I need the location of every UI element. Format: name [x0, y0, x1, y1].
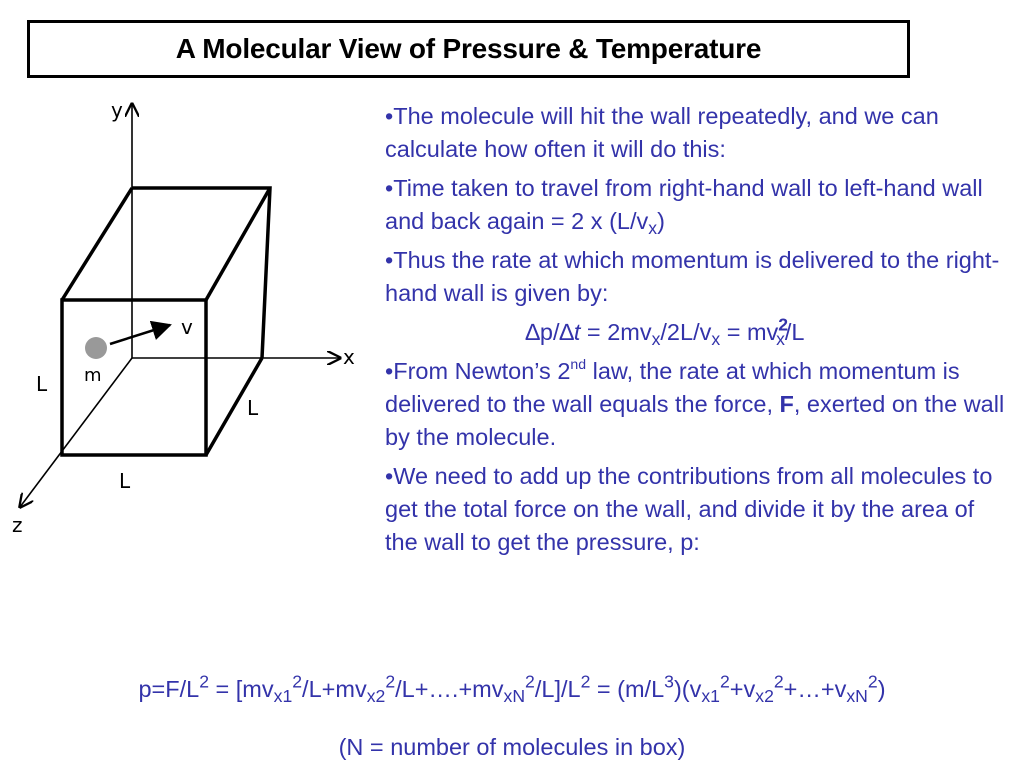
bullet-4: •From Newton’s 2nd law, the rate at which momentum is delivered to the wall equals the force, F, exerted on the wall by the molecule. [385, 356, 1005, 450]
box-diagram [0, 0, 380, 560]
momentum-rate-equation: $\Delta p/\Delta t = 2mv_x/2L/v_x = mv^2_x/L$ [525, 314, 805, 349]
velocity-label: v [181, 315, 193, 339]
axis-z-label: z [12, 513, 23, 537]
box-edge-top-right [206, 188, 270, 300]
pressure-equation: $p=F/L^2$ = $[mv_{x1}^2/L+mv_{x2}^2/L+\dots.+mv_{xN}^2/L]/L^2$ = $(m/L^3)(v_{x1}^2+v_{x2}^2+\dots+v_{xN}^2)$ [138, 671, 886, 706]
box-back-edges [132, 188, 270, 358]
bullet-5: •We need to add up the contributions from all molecules to get the total force on the wall, and divide it by the area of the wall to get the pressure, p: [385, 463, 993, 555]
box-edge-top-left [62, 188, 132, 300]
bullet-list [385, 100, 1005, 565]
edge-label-right: L [247, 396, 259, 420]
axis-y-label: y [111, 98, 123, 122]
mass-label: m [84, 365, 102, 386]
bullet-3: •Thus the rate at which momentum is delivered to the right-hand wall is given by: [385, 247, 1000, 306]
bullet-1: •The molecule will hit the wall repeatedly, and we can calculate how often it will do this: [385, 103, 939, 162]
molecule-count-note: (N = number of molecules in box) [338, 734, 686, 760]
edge-label-bottom: L [119, 469, 131, 493]
molecule [85, 337, 107, 359]
slide-title: A Molecular View of Pressure & Temperature [175, 33, 762, 64]
edge-label-left: L [36, 372, 48, 396]
velocity-arrow [110, 325, 170, 344]
axis-x-label: x [343, 345, 355, 369]
bullet-2: •Time taken to travel from right-hand wall to left-hand wall and back again = 2 x $(L/v_x)$ [385, 175, 983, 238]
